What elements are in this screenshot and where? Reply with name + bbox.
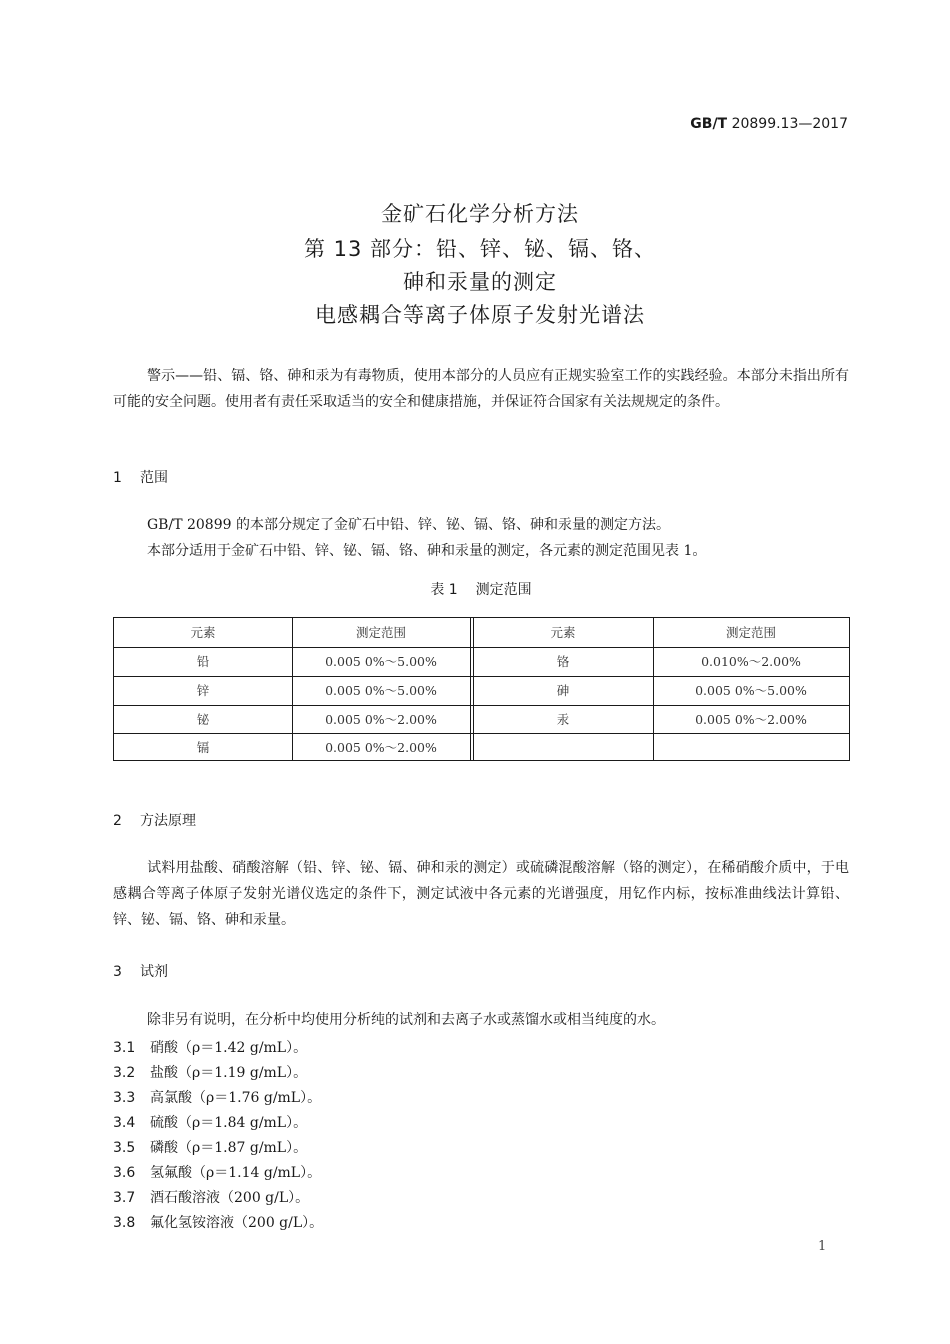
reagent-item — [113, 1062, 307, 1082]
table-cell: 铅 — [196, 654, 210, 669]
table-cell: 0.005 0%～5.00% — [325, 654, 437, 669]
section-3-intro-text: 除非另有说明，在分析中均使用分析纯的试剂和去离子水或蒸馏水或相当纯度的水。 — [147, 1012, 665, 1028]
table-cell: 汞 — [556, 712, 570, 727]
reagent-item — [113, 1212, 323, 1232]
section-2-heading — [113, 810, 196, 830]
title-line-2: 第 13 部分：铅、锌、铋、镉、铬、 — [303, 237, 657, 261]
title-line-4: 电感耦合等离子体原子发射光谱法 — [315, 303, 645, 327]
section-3-heading — [113, 961, 168, 981]
table-cell: 0.005 0%～2.00% — [695, 712, 807, 727]
section-2-title: 方法原理 — [140, 813, 196, 829]
table-1 — [113, 617, 850, 761]
table-cell: 铋 — [196, 712, 210, 727]
reagent-item — [113, 1187, 309, 1207]
table-header-range-2: 测定范围 — [725, 625, 776, 640]
reagent-text: 氢氟酸（ρ＝1.14 g/mL）。 — [150, 1165, 322, 1181]
table-cell: 砷 — [556, 683, 570, 698]
table-column-divider-double — [470, 618, 471, 760]
table-cell: 0.005 0%～5.00% — [695, 683, 807, 698]
reagent-number: 3.3 — [113, 1090, 136, 1106]
section-1-text-2: 本部分适用于金矿石中铅、锌、铋、镉、铬、砷和汞量的测定，各元素的测定范围见表 1。 — [147, 543, 707, 559]
reagent-item — [113, 1087, 321, 1107]
table-cell: 0.005 0%～5.00% — [325, 683, 437, 698]
reagent-number: 3.1 — [113, 1040, 136, 1056]
reagent-number: 3.2 — [113, 1065, 136, 1081]
reagent-text: 酒石酸溶液（200 g/L）。 — [150, 1190, 310, 1206]
section-2-number: 2 — [113, 813, 122, 829]
table-header-element-2: 元素 — [550, 625, 576, 640]
reagent-number: 3.6 — [113, 1165, 136, 1181]
reagent-item — [113, 1037, 307, 1057]
table-cell: 铬 — [556, 654, 570, 669]
table-cell: 锌 — [196, 683, 210, 698]
section-3-number: 3 — [113, 964, 122, 980]
table-cell: 0.005 0%～2.00% — [325, 712, 437, 727]
table-1-label: 表 1 — [430, 582, 458, 598]
section-1-heading — [113, 467, 168, 487]
reagent-text: 氟化氢铵溶液（200 g/L）。 — [150, 1215, 324, 1231]
reagent-number: 3.4 — [113, 1115, 136, 1131]
section-1-paragraph-1 — [113, 512, 849, 538]
table-1-title: 测定范围 — [475, 582, 532, 598]
table-cell: 镉 — [196, 740, 210, 755]
table-cell: 0.005 0%～2.00% — [325, 740, 437, 755]
standard-prefix: GB/T — [690, 116, 728, 132]
title-line-1: 金矿石化学分析方法 — [381, 202, 579, 226]
table-cell: 0.010%～2.00% — [701, 654, 801, 669]
standard-number: 20899.13—2017 — [731, 116, 848, 132]
standard-code — [690, 116, 848, 132]
page-number: 1 — [818, 1239, 827, 1254]
table-cell — [473, 733, 653, 762]
table-cell — [653, 733, 849, 762]
reagent-text: 硫酸（ρ＝1.84 g/mL）。 — [150, 1115, 308, 1131]
reagent-text: 磷酸（ρ＝1.87 g/mL）。 — [150, 1140, 308, 1156]
reagent-text: 高氯酸（ρ＝1.76 g/mL）。 — [150, 1090, 322, 1106]
section-2-paragraph — [113, 855, 849, 933]
section-1-text-1: GB/T 20899 的本部分规定了金矿石中铅、锌、铋、镉、铬、砷和汞量的测定方法。 — [147, 517, 670, 533]
section-1-title: 范围 — [140, 470, 168, 486]
section-3-title: 试剂 — [140, 964, 168, 980]
reagent-text: 硝酸（ρ＝1.42 g/mL）。 — [150, 1040, 308, 1056]
table-header-element-1: 元素 — [190, 625, 216, 640]
section-1-paragraph-2 — [113, 538, 849, 564]
reagent-item — [113, 1162, 321, 1182]
reagent-text: 盐酸（ρ＝1.19 g/mL）。 — [150, 1065, 308, 1081]
warning-text: 警示——铅、镉、铬、砷和汞为有毒物质，使用本部分的人员应有正规实验室工作的实践经验。本部分未指出所有可能的安全问题。使用者有责任采取适当的安全和健康措施，并保证符合国家有关法规规定的条件。 — [113, 368, 849, 410]
title-line-3: 砷和汞量的测定 — [403, 270, 557, 294]
reagent-item — [113, 1137, 307, 1157]
warning-paragraph — [113, 363, 849, 415]
table-1-caption — [0, 579, 950, 599]
section-3-intro — [113, 1007, 849, 1033]
table-header-range-1: 测定范围 — [355, 625, 406, 640]
reagent-number: 3.8 — [113, 1215, 136, 1231]
section-1-number: 1 — [113, 470, 122, 486]
reagent-number: 3.5 — [113, 1140, 136, 1156]
section-2-text: 试料用盐酸、硝酸溶解（铅、锌、铋、镉、砷和汞的测定）或硫磷混酸溶解（铬的测定），在稀硝酸介质中，于电感耦合等离子体原子发射光谱仪选定的条件下，测定试液中各元素的光谱强度，用钇作内标，按标准曲线法计算铅、锌、铋、镉、铬、砷和汞量。 — [113, 860, 849, 928]
reagent-number: 3.7 — [113, 1190, 136, 1206]
reagent-item — [113, 1112, 307, 1132]
